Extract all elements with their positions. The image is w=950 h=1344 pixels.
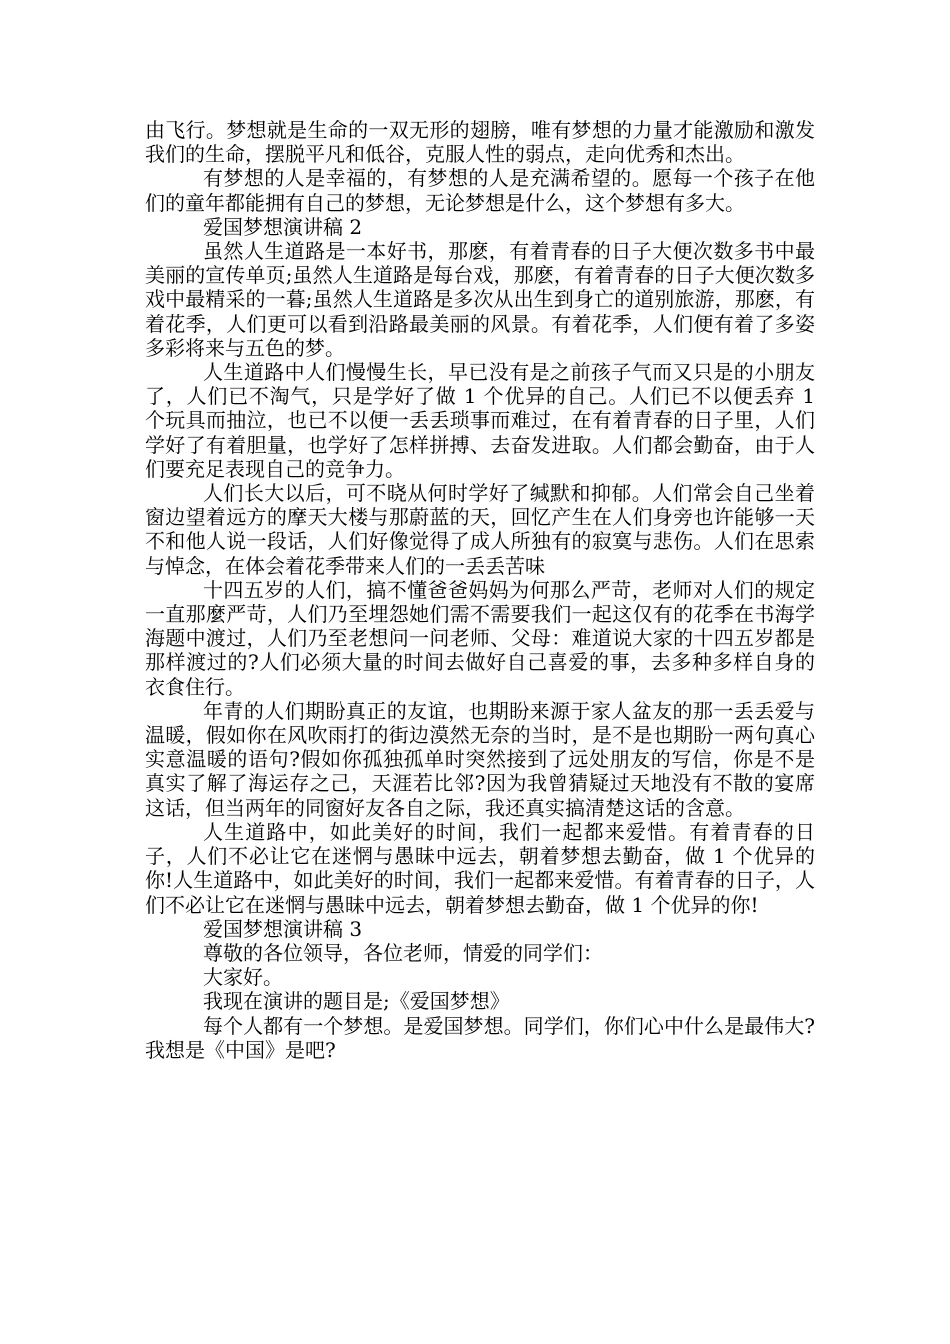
salutation: 尊敬的各位领导，各位老师，情爱的同学们： [203, 940, 603, 965]
document-page [145, 118, 815, 1062]
section-heading: 爱国梦想演讲稿 3 [203, 916, 363, 941]
paragraph: 虽然人生道路是一本好书，那麽，有着青春的日子大便次数多书中最美丽的宣传单页;虽然人生道路是每台戏，那麽，有着青春的日子大便次数多戏中最精采的一暮;虽然人生道路是多次从出生到身亡的道别旅游，那麽，有着花季，人们更可以看到沿路最美丽的风景。有着花季，人们便有着了多姿多彩将来与五色的梦。 [145, 239, 815, 360]
paragraph: 年青的人们期盼真正的友谊，也期盼来源于家人盆友的那一丢丢爱与温暖，假如你在风吹雨打的街边漠然无奈的当时，是不是也期盼一两句真心实意温暖的语句?假如你孤独孤单时突然接到了远处朋友的写信，你是不是真实了解了海运存之己，天涯若比邻?因为我曾猜疑过天地没有不散的宴席这话，但当两年的同窗好友各自之际，我还真实搞清楚这话的含意。 [145, 698, 815, 820]
paragraph: 十四五岁的人们，搞不懂爸爸妈妈为何那么严苛，老师对人们的规定一直那麼严苛，人们乃至埋怨她们需不需要我们一起这仅有的花季在书海学海题中渡过，人们乃至老想问一问老师、父母：难道说大家的十四五岁都是那样渡过的?人们必须大量的时间去做好自己喜爱的事，去多种多样自身的衣食住行。 [145, 577, 815, 699]
paragraph: 人生道路中，如此美好的时间，我们一起都来爱惜。有着青春的日子，人们不必让它在迷惘与愚昧中远去，朝着梦想去勤奋，做 1 个优异的你!人生道路中，如此美好的时间，我们一起都来爱惜。有着青春的日子，人们不必让它在迷惘与愚昧中远去，朝着梦想去勤奋，做 1 个优异的你! [145, 819, 815, 917]
paragraph: 有梦想的人是幸福的，有梦想的人是充满希望的。愿每一个孩子在他们的童年都能拥有自己的梦想，无论梦想是什么，这个梦想有多大。 [145, 166, 815, 215]
paragraph: 由飞行。梦想就是生命的一双无形的翅膀，唯有梦想的力量才能激励和激发我们的生命，摆脱平凡和低谷，克服人性的弱点，走向优秀和杰出。 [145, 118, 815, 167]
greeting: 大家好。 [203, 965, 283, 990]
paragraph: 人们长大以后，可不晓从何时学好了缄默和抑郁。人们常会自己坐着窗边望着远方的摩天大楼与那蔚蓝的天，回忆产生在人们身旁也许能够一天不和他人说一段话，人们好像觉得了成人所独有的寂寞与悲伤。人们在思索与悼念，在体会着花季带来人们的一丢丢苦味 [145, 481, 815, 578]
paragraph: 人生道路中人们慢慢生长，早已没有是之前孩子气而又只是的小朋友了，人们已不淘气，只是学好了做 1 个优异的自己。人们已不以便丢弃 1 个玩具而抽泣，也已不以便一丢丢琐事而难过，在有着青春的日子里，人们学好了有着胆量，也学好了怎样拼搏、去奋发进取。人们都会勤奋，由于人们要充足表现自己的竞争力。 [145, 360, 815, 481]
paragraph: 我现在演讲的题目是;《爱国梦想》 [203, 989, 510, 1014]
paragraph: 每个人都有一个梦想。是爱国梦想。同学们，你们心中什么是最伟大?我想是《中国》是吧? [145, 1013, 815, 1062]
section-heading: 爱国梦想演讲稿 2 [203, 214, 363, 239]
